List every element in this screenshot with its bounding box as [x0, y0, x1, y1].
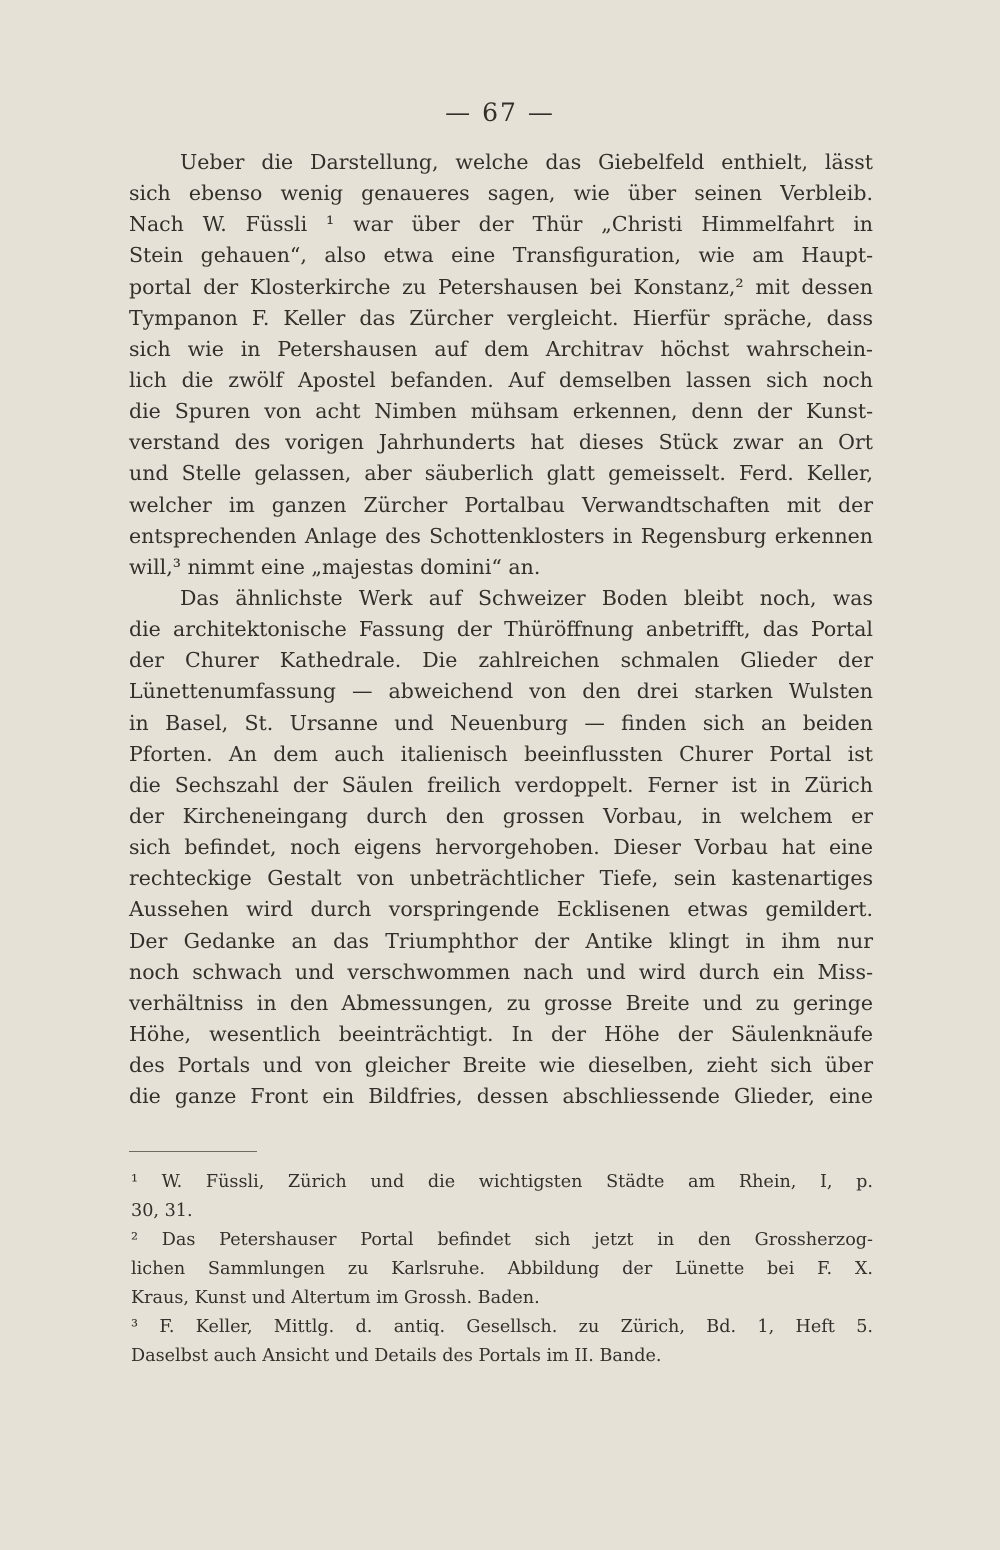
text-line: die ganze Front ein Bildfries, dessen abschliessende Glieder, eine [129, 1084, 873, 1109]
footnote-line: 30, 31. [131, 1201, 193, 1221]
text-line: in Basel, St. Ursanne und Neuenburg — finden sich an beiden [129, 710, 873, 735]
footnote-divider [129, 1151, 257, 1152]
text-line: Ueber die Darstellung, welche das Giebelfeld enthielt, lässt [180, 150, 873, 174]
text-line: Stein gehauen“, also etwa eine Transfiguration, wie am Haupt- [129, 243, 873, 268]
text-line: der Churer Kathedrale. Die zahlreichen schmalen Glieder der [129, 648, 873, 673]
text-line: noch schwach und verschwommen nach und wird durch ein Miss- [129, 959, 873, 984]
text-line: Der Gedanke an das Triumphthor der Antike klingt in ihm nur [129, 928, 873, 953]
text-line: die architektonische Fassung der Thüröffnung anbetrifft, das Portal [129, 617, 873, 642]
text-line: sich befindet, noch eigens hervorgehoben. Dieser Vorbau hat eine [129, 835, 873, 860]
text-line: sich wie in Petershausen auf dem Architrav höchst wahrschein- [129, 336, 873, 361]
text-line: welcher im ganzen Zürcher Portalbau Verwandtschaften mit der [129, 492, 873, 517]
text-line: verstand des vorigen Jahrhunderts hat dieses Stück zwar an Ort [129, 430, 873, 455]
footnotes [131, 1168, 873, 1371]
footnote-line: lichen Sammlungen zu Karlsruhe. Abbildung der Lünette bei F. X. [131, 1259, 873, 1279]
text-line: des Portals und von gleicher Breite wie dieselben, zieht sich über [129, 1053, 873, 1078]
footnote-line: ¹ W. Füssli, Zürich und die wichtigsten Städte am Rhein, I, p. [131, 1172, 873, 1192]
footnote-line: ³ F. Keller, Mittlg. d. antiq. Gesellsch. zu Zürich, Bd. 1, Heft 5. [131, 1317, 873, 1337]
footnote-line: Kraus, Kunst und Altertum im Grossh. Baden. [131, 1288, 540, 1308]
footnote-line: Daselbst auch Ansicht und Details des Portals im II. Bande. [131, 1346, 662, 1366]
text-line: Das ähnlichste Werk auf Schweizer Boden bleibt noch, was [180, 585, 873, 610]
text-line: portal der Klosterkirche zu Petershausen bei Konstanz,² mit dessen [129, 274, 873, 299]
text-line: und Stelle gelassen, aber säuberlich glatt gemeisselt. Ferd. Keller, [129, 461, 873, 486]
text-line: entsprechenden Anlage des Schottenklosters in Regensburg erkennen [129, 523, 873, 548]
text-line: Pforten. An dem auch italienisch beeinflussten Churer Portal ist [129, 741, 873, 766]
text-line: lich die zwölf Apostel befanden. Auf demselben lassen sich noch [129, 367, 873, 392]
text-line: Tympanon F. Keller das Zürcher vergleicht. Hierfür spräche, dass [129, 305, 873, 330]
text-line: Lünettenumfassung — abweichend von den drei starken Wulsten [129, 679, 873, 704]
body-text [129, 147, 873, 1112]
text-line: sich ebenso wenig genaueres sagen, wie über seinen Verbleib. [129, 181, 873, 206]
text-line: will,³ nimmt eine „majestas domini“ an. [129, 554, 541, 579]
text-line: die Spuren von acht Nimben mühsam erkennen, denn der Kunst- [129, 399, 873, 424]
text-line: verhältniss in den Abmessungen, zu grosse Breite und zu geringe [129, 990, 873, 1015]
text-line: Nach W. Füssli ¹ war über der Thür „Christi Himmelfahrt in [129, 212, 873, 237]
text-line: der Kircheneingang durch den grossen Vorbau, in welchem er [129, 803, 873, 828]
page-number: — 67 — [445, 98, 555, 127]
footnote-line: ² Das Petershauser Portal befindet sich jetzt in den Grossherzog- [131, 1230, 873, 1250]
text-line: rechteckige Gestalt von unbeträchtlicher Tiefe, sein kastenartiges [129, 866, 873, 891]
text-line: Aussehen wird durch vorspringende Ecklisenen etwas gemildert. [129, 897, 873, 922]
text-line: die Sechszahl der Säulen freilich verdoppelt. Ferner ist in Zürich [129, 772, 873, 797]
text-line: Höhe, wesentlich beeinträchtigt. In der Höhe der Säulenknäufe [129, 1021, 873, 1046]
